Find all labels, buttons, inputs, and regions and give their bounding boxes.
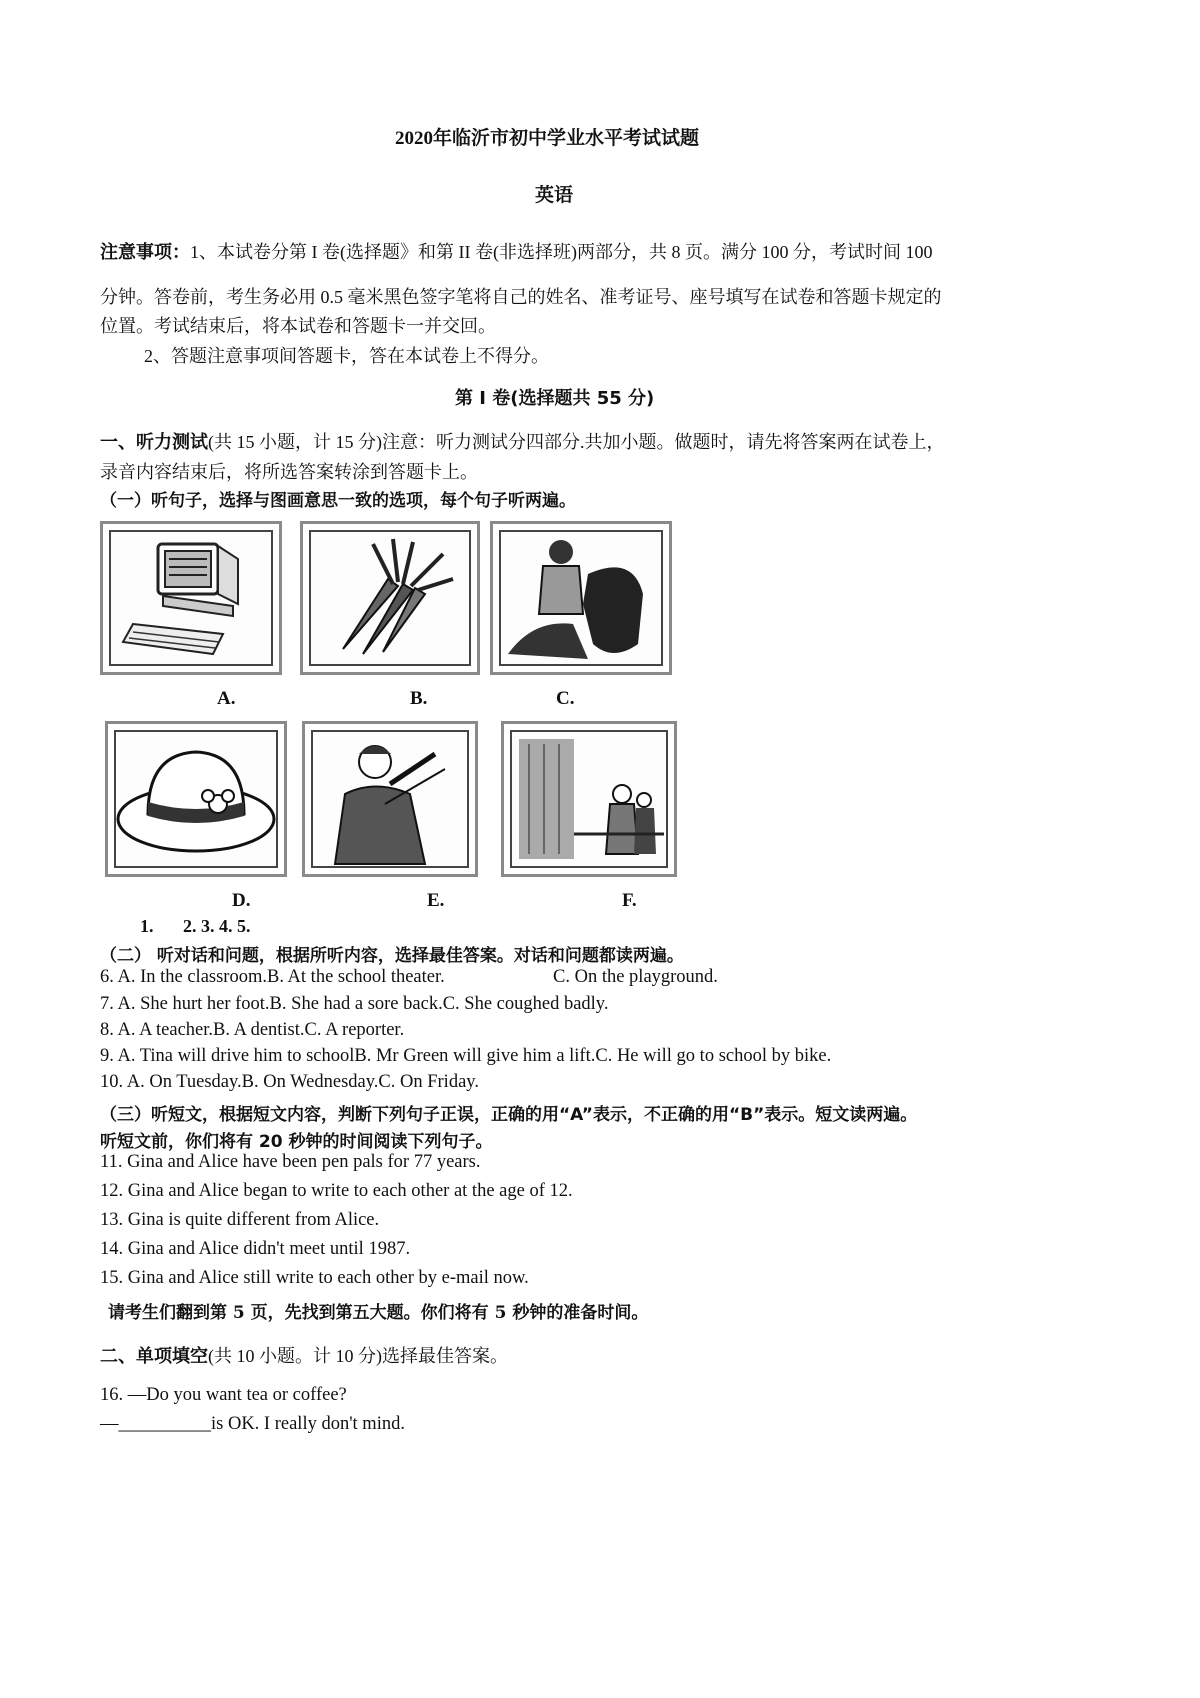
section1-info: (共 15 小题，计 15 分)注意：听力测试分四部分.共加小题。做题时，请先将答案两在试卷上， xyxy=(208,432,945,452)
picture-c xyxy=(490,521,672,675)
section2-info: (共 10 小题。计 10 分)选择最佳答案。 xyxy=(208,1346,508,1366)
notice-line-2: 分钟。答卷前，考生务必用 0.5 毫米黑色签字笔将自己的姓名、准考证号、座号填写在试卷和答题卡规定的 xyxy=(100,287,942,307)
turn-page-notice: 请考生们翻到第 5 页，先找到第五大题。你们将有 5 秒钟的准备时间。 xyxy=(108,1303,649,1323)
violin-player-icon xyxy=(305,724,475,874)
question-10: 10. A. On Tuesday.B. On Wednesday.C. On Friday. xyxy=(100,1072,479,1092)
question-7: 7. A. She hurt her foot.B. She had a sore back.C. She coughed badly. xyxy=(100,994,609,1014)
answer-numbers-2-5: 2. 3. 4. 5. xyxy=(183,916,251,936)
subsection-2-instruction: （二） 听对话和问题，根据所听内容，选择最佳答案。对话和问题都读两遍。 xyxy=(100,946,684,966)
question-6: 6. A. In the classroom.B. At the school theater. xyxy=(100,967,445,987)
question-6-option-c: C. On the playground. xyxy=(553,967,718,987)
question-13: 13. Gina is quite different from Alice. xyxy=(100,1210,380,1230)
waterfall-icon xyxy=(504,724,674,874)
question-9: 9. A. Tina will drive him to schoolB. Mr Green will give him a lift.C. He will go to school by bike. xyxy=(100,1046,832,1066)
label-a: A. xyxy=(217,688,236,709)
computer-icon xyxy=(103,524,279,672)
picture-f xyxy=(501,721,677,877)
exam-title: 2020年临沂市初中学业水平考试试题 xyxy=(395,128,700,149)
section1-label: 一、听力测试 xyxy=(100,432,208,453)
picture-d xyxy=(105,721,287,877)
picture-e xyxy=(302,721,478,877)
question-11: 11. Gina and Alice have been pen pals for 77 years. xyxy=(100,1152,481,1172)
question-16-response: —__________is OK. I really don't mind. xyxy=(100,1414,405,1434)
picture-a xyxy=(100,521,282,675)
answer-number-1: 1. xyxy=(140,916,154,936)
subject-title: 英语 xyxy=(535,184,574,206)
notice-line-4: 2、答题注意事项间答题卡，答在本试卷上不得分。 xyxy=(144,346,549,366)
label-c: C. xyxy=(556,688,575,709)
question-14: 14. Gina and Alice didn't meet until 1987. xyxy=(100,1239,411,1259)
picture-b xyxy=(300,521,480,675)
label-e: E. xyxy=(427,890,445,911)
question-8: 8. A. A teacher.B. A dentist.C. A reporter. xyxy=(100,1020,405,1040)
section1-info-2: 录音内容结束后，将所选答案转涂到答题卡上。 xyxy=(100,462,478,482)
hat-icon xyxy=(108,724,284,874)
notice-line-3: 位置。考试结束后，将本试卷和答题卡一并交回。 xyxy=(100,316,496,336)
question-16: 16. —Do you want tea or coffee? xyxy=(100,1385,347,1405)
notice-line-1 xyxy=(100,238,932,264)
section2-line xyxy=(100,1342,508,1368)
question-15: 15. Gina and Alice still write to each other by e-mail now. xyxy=(100,1268,529,1288)
carrots-icon xyxy=(303,524,477,672)
section2-label: 二、单项填空 xyxy=(100,1346,208,1367)
label-d: D. xyxy=(232,890,251,911)
section1-line xyxy=(100,428,944,454)
notice-label: 注意事项： xyxy=(100,242,190,263)
part1-heading: 第 I 卷(选择题共 55 分) xyxy=(455,388,655,409)
notice-text-1: 1、本试卷分第 I 卷(选择题》和第 II 卷(非选择班)两部分，共 8 页。满分 100 分，考试时间 100 xyxy=(190,242,933,262)
label-b: B. xyxy=(410,688,428,709)
subsection-3-instruction-2: 听短文前，你们将有 20 秒钟的时间阅读下列句子。 xyxy=(100,1132,493,1152)
subsection-1-instruction: （一）听句子，选择与图画意思一致的选项，每个句子听两遍。 xyxy=(100,491,576,511)
horse-rider-icon xyxy=(493,524,669,672)
label-f: F. xyxy=(622,890,637,911)
subsection-3-instruction-1: （三）听短文，根据短文内容，判断下列句子正误，正确的用“A”表示，不正确的用“B”表示。短文读两遍。 xyxy=(100,1105,918,1125)
question-12: 12. Gina and Alice began to write to each other at the age of 12. xyxy=(100,1181,573,1201)
